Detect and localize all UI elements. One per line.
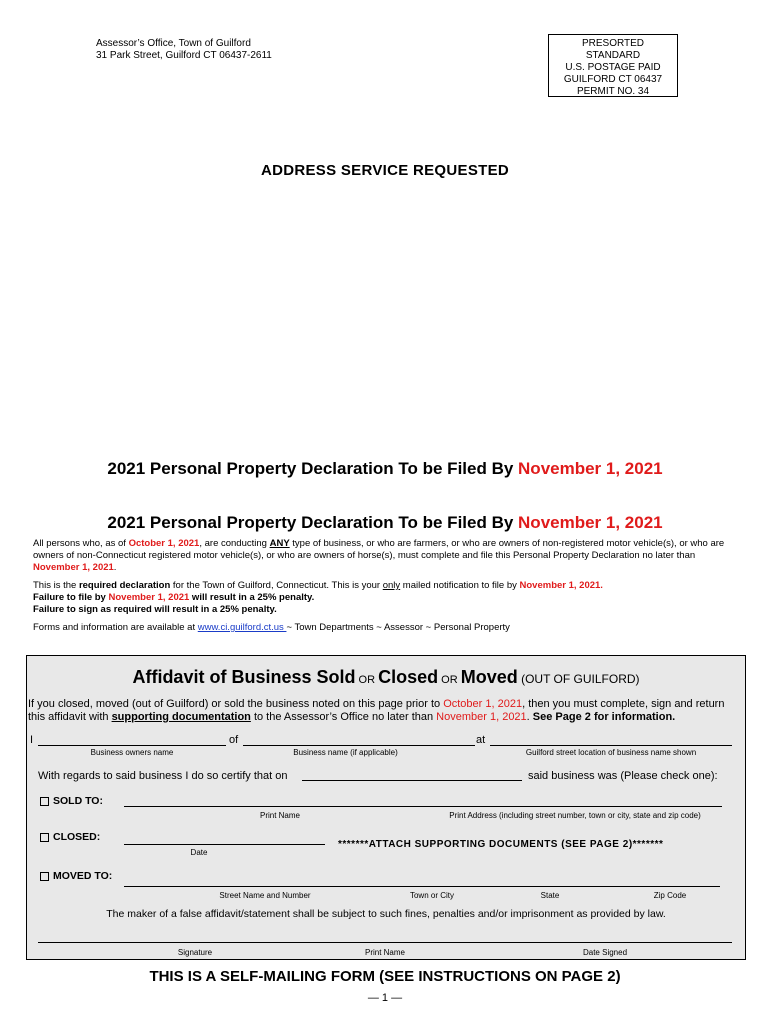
heading-tail: (OUT OF GUILFORD) [517, 672, 640, 686]
certify-date-field[interactable] [302, 780, 522, 781]
emphasis: ANY [269, 538, 290, 549]
affidavit-heading [26, 667, 746, 688]
date: November 1, 2021. [519, 580, 603, 591]
closed-label: CLOSED: [53, 831, 101, 843]
closed-date-field[interactable] [124, 844, 325, 845]
intro-paragraph-5 [33, 622, 743, 634]
text: will result in a 25% penalty. [189, 592, 315, 603]
text: Forms and information are available at [33, 622, 198, 633]
checkbox-icon[interactable] [40, 872, 49, 881]
text: This is the [33, 580, 79, 591]
moved-to-label: MOVED TO: [53, 870, 113, 882]
heading-moved: Moved [460, 667, 518, 687]
intro-paragraph-3 [33, 592, 743, 604]
caption-print-address: Print Address (including street number, town or city, state and zip code) [449, 811, 701, 820]
intro-paragraph-1 [33, 538, 743, 574]
at-label: at [476, 734, 486, 746]
closed-option[interactable] [40, 831, 100, 843]
caption-location: Guilford street location of business name shown [525, 748, 697, 757]
heading-closed: Closed [378, 667, 439, 687]
title-date: November 1, 2021 [518, 513, 663, 532]
website-link[interactable]: www.ci.guilford.ct.us [197, 622, 287, 633]
caption-print-name-2: Print Name [364, 948, 405, 957]
date: November 1, 2021 [108, 592, 190, 603]
of-label: of [229, 734, 239, 746]
postage-line: STANDARD [585, 50, 641, 61]
heading-or: OR [355, 674, 379, 686]
caption-town: Town or City [409, 891, 454, 900]
title-text: 2021 Personal Property Declaration To be Filed By [107, 459, 519, 478]
date: October 1, 2021 [128, 538, 200, 549]
text: All persons who, as of [33, 538, 129, 549]
text: mailed notification to file by [400, 580, 520, 591]
return-address-line1: Assessor’s Office, Town of Guilford [96, 38, 251, 49]
affidavit-instructions [28, 698, 744, 724]
heading-or: OR [438, 674, 461, 686]
emphasis: only [382, 580, 401, 591]
postage-line: U.S. POSTAGE PAID [565, 62, 661, 73]
title-text: 2021 Personal Property Declaration To be Filed By [107, 513, 519, 532]
postage-line: PERMIT NO. 34 [576, 86, 650, 97]
return-address [96, 38, 272, 62]
postage-line: PRESORTED [581, 38, 645, 49]
self-mailing-notice: THIS IS A SELF-MAILING FORM (SEE INSTRUCTIONS ON PAGE 2) [149, 968, 621, 985]
checkbox-icon[interactable] [40, 833, 49, 842]
caption-zip: Zip Code [653, 891, 687, 900]
text: type of business, or who are farmers, or who are owners of non-registered motor vehicle(s), or who are owners of non-Connecticut registered motor vehicle(s), or who are owners of horse(s), must complete and file this Personal Property Declaration no later than [33, 538, 725, 561]
date: November 1, 2021 [33, 562, 114, 573]
intro-paragraph-4 [33, 604, 743, 616]
emphasis: See Page 2 for information. [532, 711, 676, 723]
declaration-title-2 [0, 513, 770, 533]
date: November 1, 2021 [436, 711, 527, 723]
postage-indicia [548, 34, 678, 97]
caption-date: Date [190, 848, 208, 857]
signature-field[interactable] [38, 942, 732, 943]
text: , then you must complete, sign and return this affidavit with [28, 698, 725, 723]
owner-name-field[interactable] [38, 745, 226, 746]
attach-documents-note: *******ATTACH SUPPORTING DOCUMENTS (SEE PAGE 2)******* [338, 839, 664, 850]
caption-street: Street Name and Number [219, 891, 311, 900]
text: . [113, 562, 117, 573]
sold-to-label: SOLD TO: [53, 795, 103, 807]
postage-line: GUILFORD CT 06437 [563, 74, 663, 85]
caption-business-name: Business name (if applicable) [293, 748, 398, 757]
text: . [526, 711, 533, 723]
caption-date-signed: Date Signed [582, 948, 628, 957]
caption-print-name: Print Name [259, 811, 300, 820]
page-number: — 1 — [367, 992, 403, 1004]
text: to the Assessor’s Office no later than [250, 711, 437, 723]
moved-to-option[interactable] [40, 870, 112, 882]
date: October 1, 2021 [443, 698, 523, 710]
i-label: I [30, 734, 34, 746]
caption-owner: Business owners name [90, 748, 174, 757]
title-date: November 1, 2021 [518, 459, 663, 478]
return-address-line2: 31 Park Street, Guilford CT 06437-2611 [96, 50, 272, 61]
checkbox-icon[interactable] [40, 797, 49, 806]
address-service-requested: ADDRESS SERVICE REQUESTED [260, 162, 510, 179]
sold-to-field[interactable] [124, 806, 722, 807]
sold-to-option[interactable] [40, 795, 103, 807]
emphasis: supporting documentation [111, 711, 251, 723]
text: ~ Town Departments ~ Assessor ~ Personal Property [286, 622, 510, 633]
intro-text [33, 538, 743, 634]
text: , are conducting [199, 538, 270, 549]
business-location-field[interactable] [490, 745, 732, 746]
business-name-field[interactable] [243, 745, 475, 746]
text: Failure to file by [33, 592, 109, 603]
text: for the Town of Guilford, Connecticut. This is your [170, 580, 383, 591]
false-statement-warning: The maker of a false affidavit/statement shall be subject to such fines, penalties and/or imprisonment as provided by law. [106, 908, 666, 920]
moved-to-field[interactable] [124, 886, 720, 887]
intro-paragraph-2 [33, 580, 743, 592]
heading-sold: Affidavit of Business Sold [132, 667, 356, 687]
caption-state: State [540, 891, 560, 900]
caption-signature: Signature [177, 948, 213, 957]
text: If you closed, moved (out of Guilford) or sold the business noted on this page prior to [28, 698, 444, 710]
text: Failure to sign as required will result in a 25% penalty. [33, 604, 277, 615]
emphasis: required declaration [78, 580, 171, 591]
certify-text-b: said business was (Please check one): [528, 770, 718, 782]
certify-text-a: With regards to said business I do so certify that on [38, 770, 288, 782]
declaration-title-1 [0, 459, 770, 479]
